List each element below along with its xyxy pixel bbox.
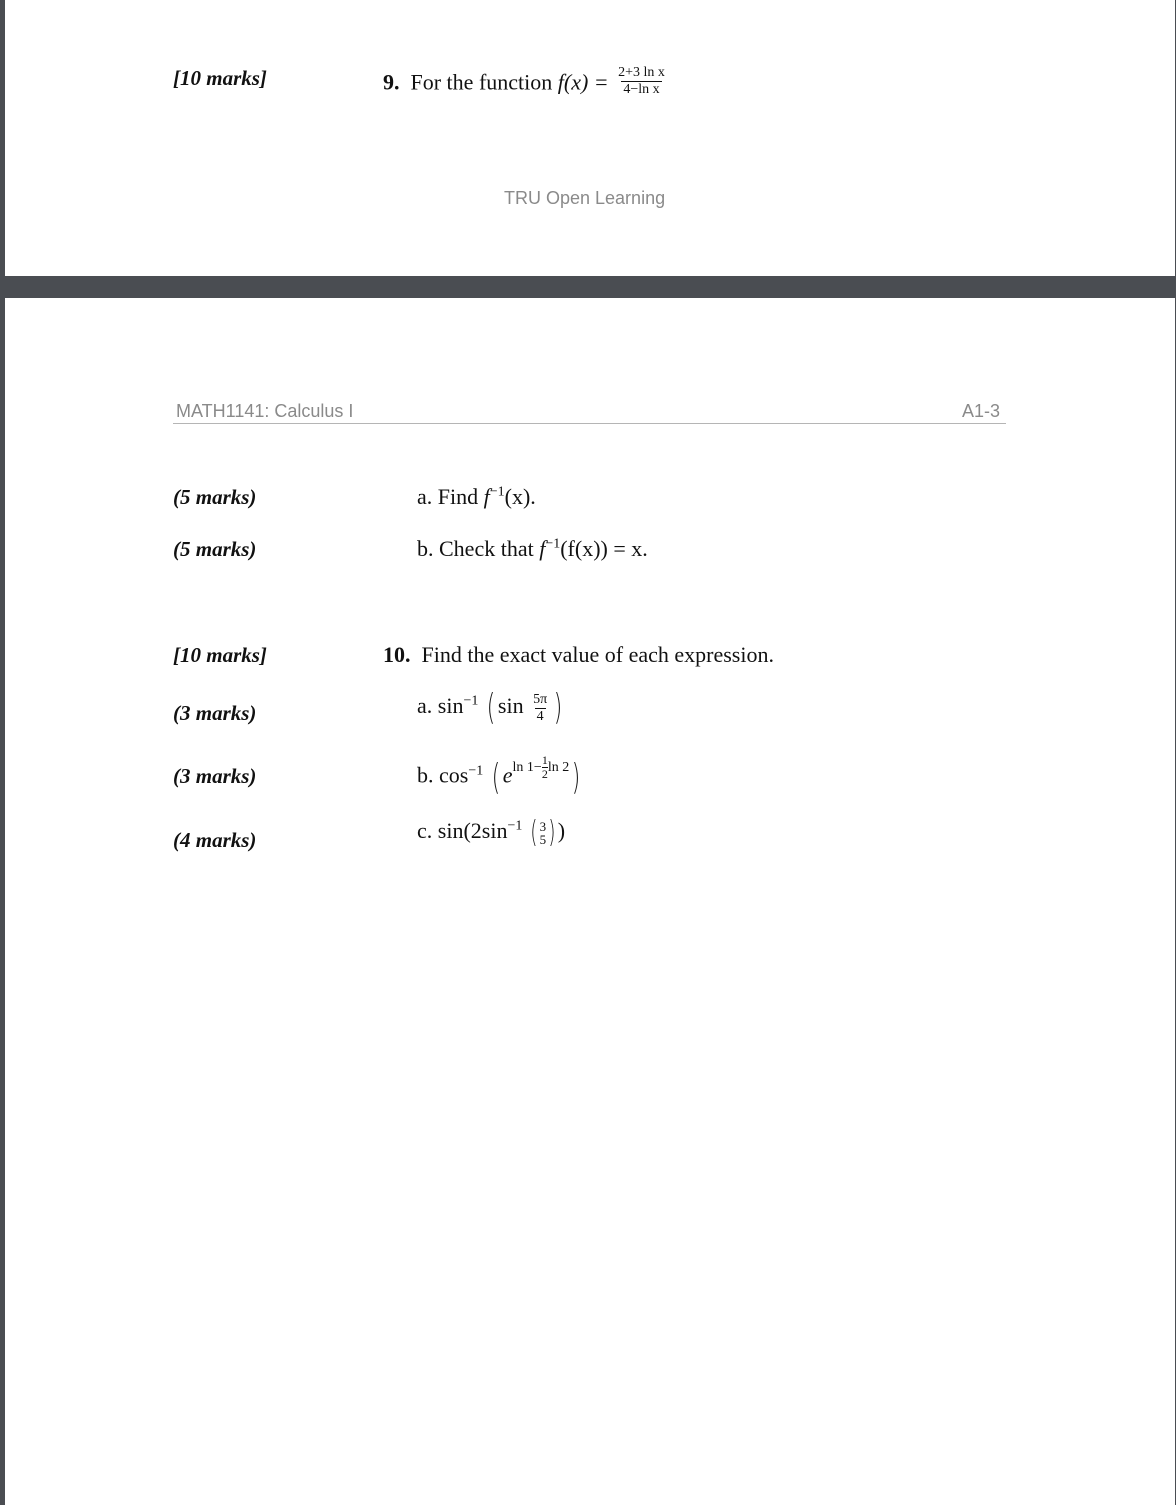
q10c-question — [417, 815, 566, 850]
q10a-label: a. sin — [417, 693, 464, 719]
q9-func-lhs: f(x) = — [557, 69, 609, 95]
header-page-number: A1-3 — [962, 401, 1001, 421]
q9-fraction — [616, 65, 667, 98]
q10c-close-paren: ) — [548, 815, 556, 850]
q10-number: 10. — [383, 642, 411, 667]
q9b-f: f — [539, 536, 546, 561]
q10c-num: 3 — [539, 819, 547, 834]
q9-number: 9. — [383, 69, 400, 95]
q10c-close: ) — [557, 818, 566, 844]
q10b-exponent — [512, 753, 570, 781]
q10b-exp2: ln 2 — [547, 759, 570, 775]
page-previous — [5, 0, 1175, 276]
q10c-label: c. sin(2sin — [417, 818, 508, 844]
q10-text: Find the exact value of each expression. — [421, 642, 774, 667]
q9b-question — [417, 536, 648, 562]
q9b-marks: (5 marks) — [173, 537, 257, 561]
q9-numerator: 2+3 ln x — [618, 65, 665, 80]
q10b-label: b. cos — [417, 762, 469, 788]
q10c-den: 5 — [539, 832, 547, 847]
q9a-question — [417, 484, 536, 510]
q9a-f: f — [483, 484, 490, 509]
q10a-sup: −1 — [463, 693, 479, 709]
header-divider — [173, 423, 1006, 424]
q10a-inner: sin — [497, 693, 524, 719]
q10a-question — [417, 687, 565, 728]
page-current — [5, 298, 1175, 1505]
q10a-den: 4 — [536, 708, 544, 724]
header-course-title: MATH1141: Calculus I — [176, 401, 354, 421]
q9b-tail: (f(x)) = x. — [560, 536, 648, 561]
q10b-exp-den: 2 — [541, 767, 548, 781]
q9a-label: a. Find — [417, 484, 479, 509]
q9-question — [383, 65, 669, 101]
q10-question — [383, 642, 774, 668]
q10c-open-paren: ( — [530, 815, 538, 850]
page-footer: TRU Open Learning — [504, 188, 666, 208]
q9-marks: [10 marks] — [173, 66, 267, 90]
q9-denominator: 4−ln x — [623, 82, 660, 97]
q10a-num: 5π — [533, 691, 548, 707]
q10c-marks: (4 marks) — [173, 828, 257, 852]
q9a-sup: −1 — [489, 484, 505, 500]
q10b-open-paren: ( — [491, 756, 500, 798]
q10a-open-paren: ( — [486, 687, 496, 728]
q10c-sup: −1 — [507, 818, 523, 834]
q10b-sup: −1 — [468, 763, 484, 779]
q10-marks: [10 marks] — [173, 643, 267, 667]
q10b-close-paren: ) — [572, 756, 581, 798]
q10c-fraction — [540, 820, 547, 846]
q10a-fraction — [531, 692, 549, 725]
q10b-exp1: ln 1− — [512, 759, 542, 775]
q10b-marks: (3 marks) — [173, 764, 257, 788]
q9a-marks: (5 marks) — [173, 485, 257, 509]
q10a-close-paren: ) — [553, 687, 563, 728]
q9a-tail: (x). — [504, 484, 536, 509]
q10a-marks: (3 marks) — [173, 701, 257, 725]
q10b-exp-num: 1 — [541, 753, 548, 767]
q9b-sup: −1 — [545, 536, 561, 552]
q9b-label: b. Check that — [417, 536, 534, 561]
q9-text: For the function — [410, 69, 553, 95]
q10b-e: e — [502, 762, 513, 788]
q10b-question — [417, 754, 583, 796]
